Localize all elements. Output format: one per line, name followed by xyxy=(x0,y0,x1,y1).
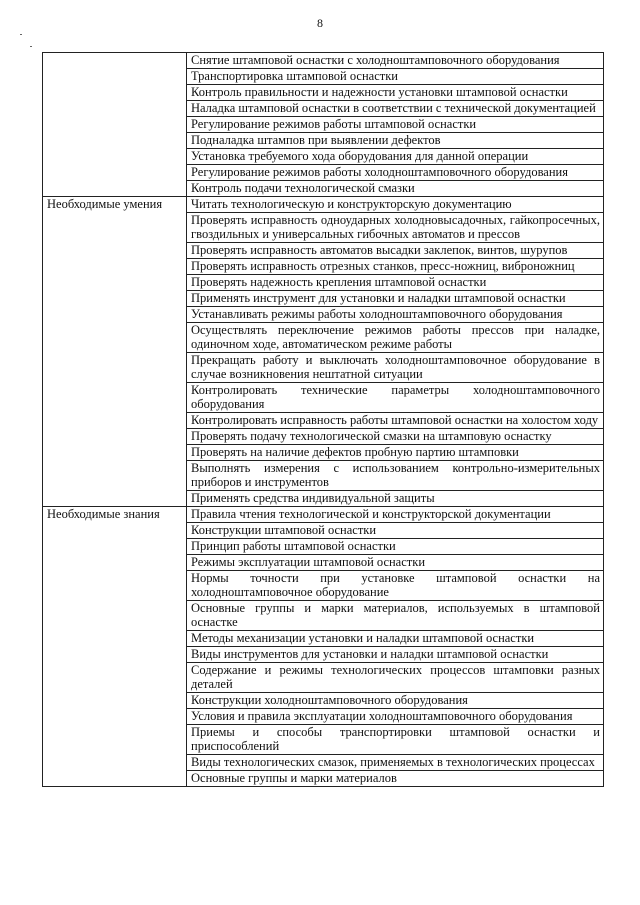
table-row xyxy=(43,539,604,555)
group-label-spacer xyxy=(43,243,187,259)
table-row xyxy=(43,149,604,165)
group-label-spacer xyxy=(43,571,187,601)
group-label-spacer xyxy=(43,101,187,117)
group-label-spacer xyxy=(43,383,187,413)
group-label-spacer xyxy=(43,555,187,571)
requirement-item: Виды инструментов для установки и наладки штамповой оснастки xyxy=(187,647,604,663)
group-label-spacer xyxy=(43,445,187,461)
table-row xyxy=(43,69,604,85)
requirement-item: Правила чтения технологической и конструкторской документации xyxy=(187,507,604,523)
table-row xyxy=(43,197,604,213)
table-row xyxy=(43,323,604,353)
requirement-item: Контролировать технические параметры холодноштамповочного оборудования xyxy=(187,383,604,413)
group-label-spacer xyxy=(43,213,187,243)
table-row xyxy=(43,275,604,291)
group-label-spacer xyxy=(43,631,187,647)
scan-speck xyxy=(20,34,22,35)
table-row xyxy=(43,413,604,429)
requirements-table xyxy=(42,52,604,787)
table-row xyxy=(43,383,604,413)
requirement-item: Методы механизации установки и наладки штамповой оснастки xyxy=(187,631,604,647)
requirement-item: Наладка штамповой оснастки в соответствии с технической документацией xyxy=(187,101,604,117)
table-row xyxy=(43,307,604,323)
requirement-item: Проверять надежность крепления штамповой оснастки xyxy=(187,275,604,291)
group-label-spacer xyxy=(43,663,187,693)
group-label-spacer xyxy=(43,601,187,631)
group-label-spacer xyxy=(43,429,187,445)
requirement-item: Регулирование режимов работы холодноштамповочного оборудования xyxy=(187,165,604,181)
requirement-item: Проверять исправность отрезных станков, пресс-ножниц, виброножниц xyxy=(187,259,604,275)
requirement-item: Проверять исправность автоматов высадки заклепок, винтов, шурупов xyxy=(187,243,604,259)
group-label-spacer xyxy=(43,149,187,165)
group-label-spacer xyxy=(43,181,187,197)
group-label-spacer xyxy=(43,413,187,429)
table-row xyxy=(43,771,604,787)
requirement-item: Читать технологическую и конструкторскую документацию xyxy=(187,197,604,213)
table-row xyxy=(43,353,604,383)
group-label-spacer xyxy=(43,755,187,771)
table-row xyxy=(43,693,604,709)
table-row xyxy=(43,601,604,631)
table-row xyxy=(43,555,604,571)
requirement-item: Нормы точности при установке штамповой оснастки на холодноштамповочное оборудование xyxy=(187,571,604,601)
group-label-spacer xyxy=(43,523,187,539)
requirement-item: Принцип работы штамповой оснастки xyxy=(187,539,604,555)
requirement-item: Подналадка штампов при выявлении дефектов xyxy=(187,133,604,149)
requirement-item: Устанавливать режимы работы холодноштамповочного оборудования xyxy=(187,307,604,323)
requirement-item: Применять инструмент для установки и наладки штамповой оснастки xyxy=(187,291,604,307)
requirement-item: Снятие штамповой оснастки с холодноштамповочного оборудования xyxy=(187,53,604,69)
group-label-spacer xyxy=(43,353,187,383)
group-label-spacer xyxy=(43,165,187,181)
requirement-item: Выполнять измерения с использованием контрольно-измерительных приборов и инструментов xyxy=(187,461,604,491)
group-label-spacer xyxy=(43,539,187,555)
table-row xyxy=(43,85,604,101)
table-row xyxy=(43,291,604,307)
table-row xyxy=(43,491,604,507)
group-label-spacer xyxy=(43,725,187,755)
table-row xyxy=(43,709,604,725)
table-row xyxy=(43,213,604,243)
group-label-spacer xyxy=(43,709,187,725)
group-label-spacer xyxy=(43,291,187,307)
group-label-spacer xyxy=(43,771,187,787)
group-label-spacer xyxy=(43,323,187,353)
table-row xyxy=(43,523,604,539)
group-label-spacer xyxy=(43,307,187,323)
group-label-spacer xyxy=(43,461,187,491)
table-row xyxy=(43,461,604,491)
table-row xyxy=(43,571,604,601)
requirement-item: Проверять на наличие дефектов пробную партию штамповки xyxy=(187,445,604,461)
group-label-spacer xyxy=(43,647,187,663)
group-label: Необходимые умения xyxy=(43,197,187,213)
table-row xyxy=(43,663,604,693)
group-label-spacer xyxy=(43,69,187,85)
group-label-spacer xyxy=(43,117,187,133)
requirement-item: Содержание и режимы технологических процессов штамповки разных деталей xyxy=(187,663,604,693)
requirement-item: Проверять исправность одноударных холодновысадочных, гайкопросечных, гвоздильных и универсальных гибочных автоматов и прессов xyxy=(187,213,604,243)
requirement-item: Конструкции холодноштамповочного оборудования xyxy=(187,693,604,709)
table-row xyxy=(43,117,604,133)
requirement-item: Основные группы и марки материалов, используемых в штамповой оснастке xyxy=(187,601,604,631)
table-row xyxy=(43,101,604,117)
group-label-spacer xyxy=(43,133,187,149)
table-row xyxy=(43,259,604,275)
group-label-spacer xyxy=(43,693,187,709)
table-row xyxy=(43,53,604,69)
requirement-item: Проверять подачу технологической смазки на штамповую оснастку xyxy=(187,429,604,445)
requirement-item: Условия и правила эксплуатации холодноштамповочного оборудования xyxy=(187,709,604,725)
table-row xyxy=(43,165,604,181)
group-label xyxy=(43,53,187,69)
table-row xyxy=(43,181,604,197)
group-label: Необходимые знания xyxy=(43,507,187,523)
group-label-spacer xyxy=(43,259,187,275)
group-label-spacer xyxy=(43,275,187,291)
requirement-item: Осуществлять переключение режимов работы прессов при наладке, одиночном ходе, автоматическом режиме работы xyxy=(187,323,604,353)
requirement-item: Регулирование режимов работы штамповой оснастки xyxy=(187,117,604,133)
table-row xyxy=(43,725,604,755)
requirement-item: Контролировать исправность работы штамповой оснастки на холостом ходу xyxy=(187,413,604,429)
requirement-item: Контроль подачи технологической смазки xyxy=(187,181,604,197)
table-row xyxy=(43,429,604,445)
requirement-item: Применять средства индивидуальной защиты xyxy=(187,491,604,507)
table-row xyxy=(43,647,604,663)
table-row xyxy=(43,445,604,461)
requirement-item: Приемы и способы транспортировки штамповой оснастки и приспособлений xyxy=(187,725,604,755)
scan-speck xyxy=(30,46,32,47)
requirement-item: Прекращать работу и выключать холодноштамповочное оборудование в случае возникновения нештатной ситуации xyxy=(187,353,604,383)
requirement-item: Виды технологических смазок, применяемых в технологических процессах xyxy=(187,755,604,771)
requirement-item: Режимы эксплуатации штамповой оснастки xyxy=(187,555,604,571)
group-label-spacer xyxy=(43,85,187,101)
table-row xyxy=(43,133,604,149)
requirement-item: Конструкции штамповой оснастки xyxy=(187,523,604,539)
requirement-item: Основные группы и марки материалов xyxy=(187,771,604,787)
requirement-item: Транспортировка штамповой оснастки xyxy=(187,69,604,85)
requirement-item: Контроль правильности и надежности установки штамповой оснастки xyxy=(187,85,604,101)
requirements-table-body xyxy=(43,53,604,787)
table-row xyxy=(43,243,604,259)
page-number: 8 xyxy=(317,16,323,30)
group-label-spacer xyxy=(43,491,187,507)
table-row xyxy=(43,507,604,523)
requirement-item: Установка требуемого хода оборудования для данной операции xyxy=(187,149,604,165)
table-row xyxy=(43,755,604,771)
table-row xyxy=(43,631,604,647)
